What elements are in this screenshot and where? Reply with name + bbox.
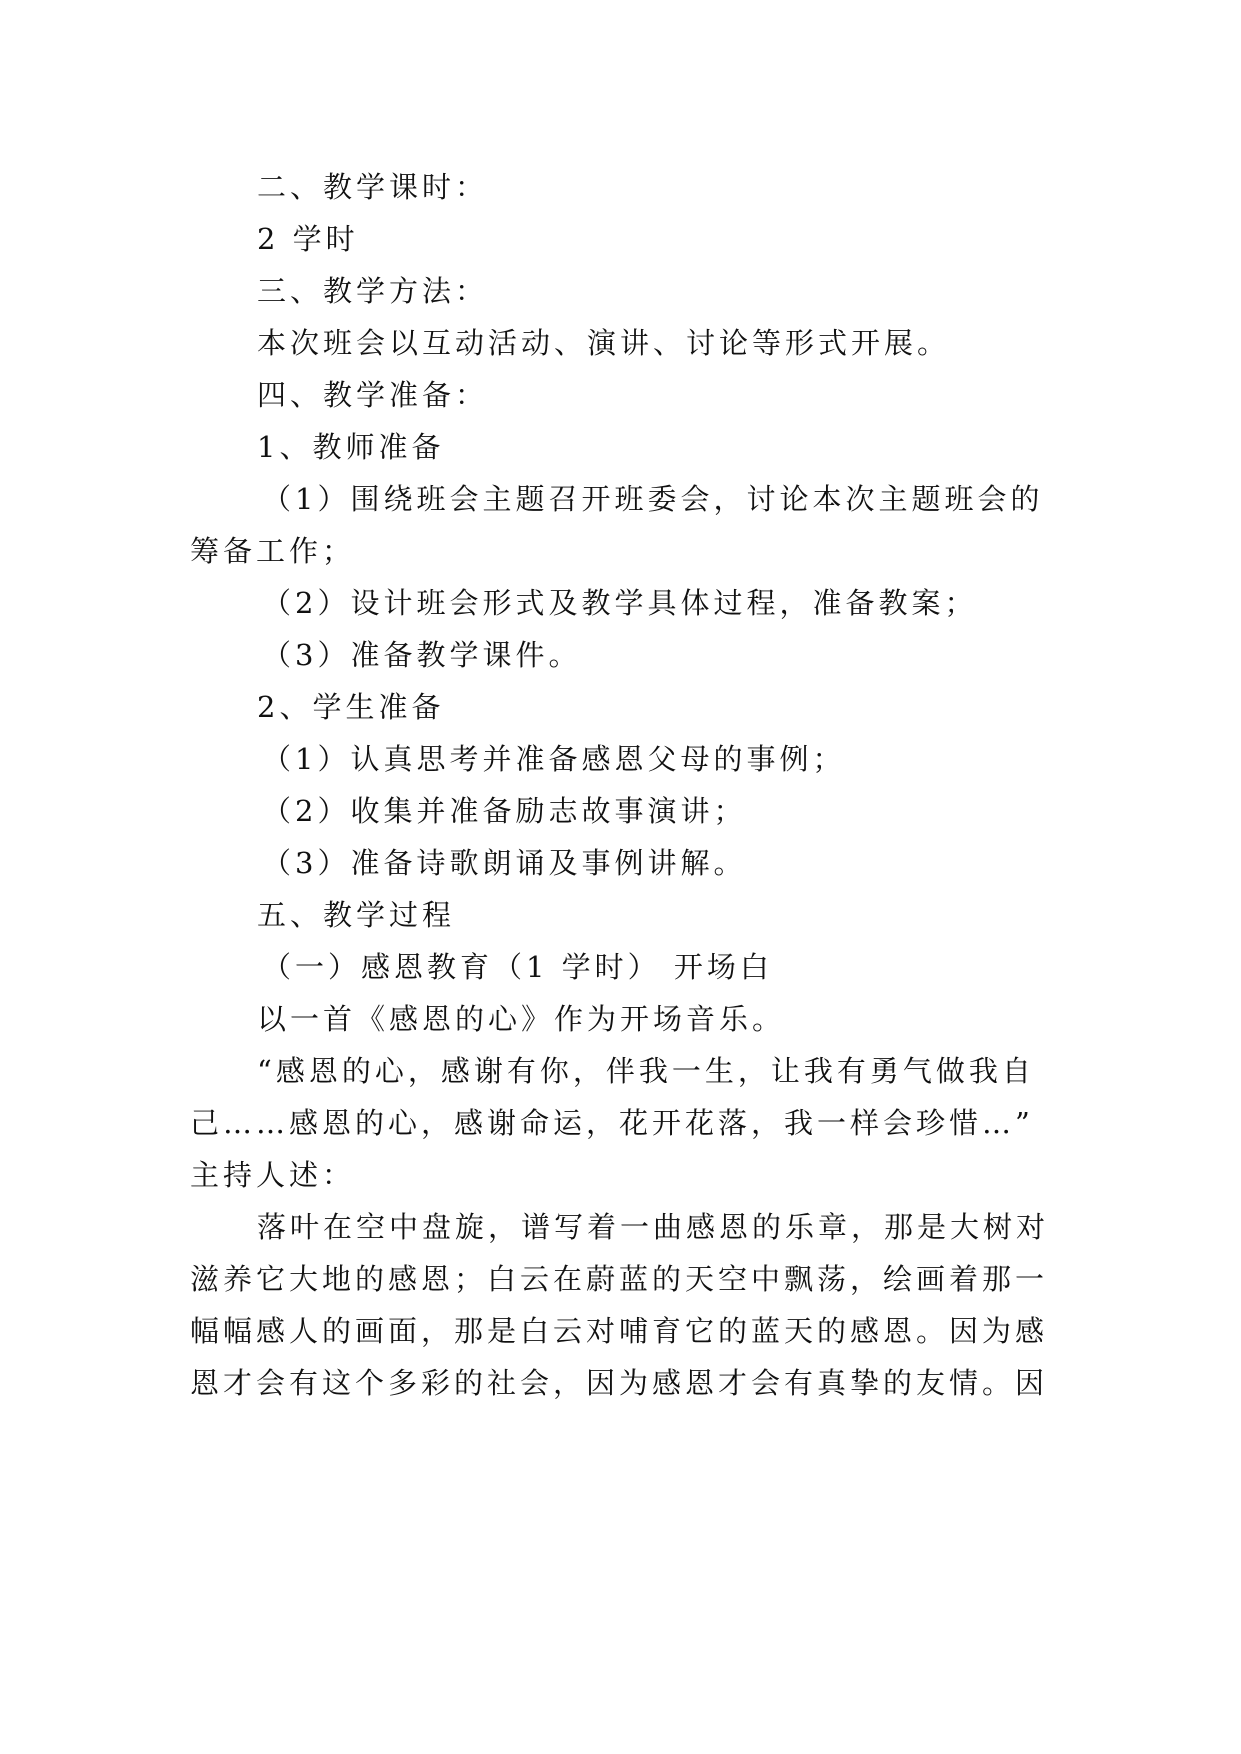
list-item-teacher-2: （2）设计班会形式及教学具体过程，准备教案； [262,586,978,620]
paragraph-host-speech-line-1: 落叶在空中盘旋，谱写着一曲感恩的乐章，那是大树对 [257,1210,1050,1244]
paragraph-host-speech-line-4: 恩才会有这个多彩的社会，因为感恩才会有真挚的友情。因 [190,1366,1049,1400]
list-item-student-2: （2）收集并准备励志故事演讲； [262,794,747,828]
paragraph-methods: 本次班会以互动活动、演讲、讨论等形式开展。 [257,326,951,360]
quote-lyrics-line-1: “感恩的心，感谢有你，伴我一生，让我有勇气做我自 [257,1054,1035,1088]
host-statement-label: 主持人述： [190,1158,356,1192]
paragraph-host-speech-line-2: 滋养它大地的感恩；白云在蔚蓝的天空中飘荡，绘画着那一 [190,1262,1049,1296]
list-item-student-3: （3）准备诗歌朗诵及事例讲解。 [262,846,747,880]
list-item-teacher-3: （3）准备教学课件。 [262,638,582,672]
paragraph-host-speech-line-3: 幅幅感人的画面，那是白云对哺育它的蓝天的感恩。因为感 [190,1314,1049,1348]
subheading-teacher-preparation: 1、教师准备 [257,430,445,464]
heading-teaching-methods: 三、教学方法： [257,274,489,308]
quote-lyrics-line-2: 己……感恩的心，感谢命运，花开花落，我一样会珍惜…” [190,1106,1034,1140]
list-item-student-1: （1）认真思考并准备感恩父母的事例； [262,742,846,776]
heading-teaching-hours: 二、教学课时： [257,170,489,204]
paragraph-hours-value: 2 学时 [257,222,359,256]
list-item-teacher-1-continued: 筹备工作； [190,534,356,568]
heading-teaching-process: 五、教学过程 [257,898,456,932]
heading-teaching-preparation: 四、教学准备： [257,378,489,412]
paragraph-opening-music: 以一首《感恩的心》作为开场音乐。 [257,1002,786,1036]
subheading-student-preparation: 2、学生准备 [257,690,445,724]
subheading-gratitude-education: （一）感恩教育（1 学时） 开场白 [262,950,773,984]
list-item-teacher-1: （1）围绕班会主题召开班委会，讨论本次主题班会的 [262,482,1044,516]
